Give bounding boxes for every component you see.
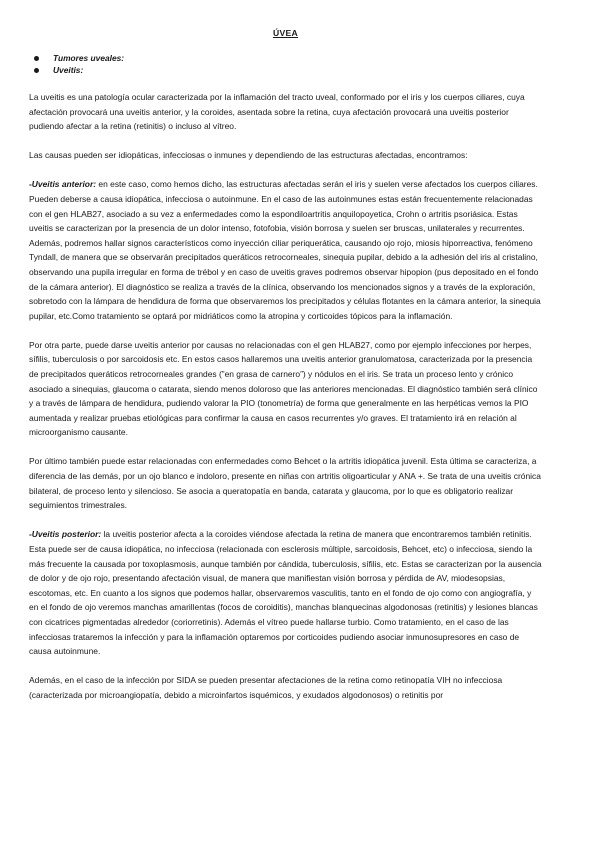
paragraph-intro xyxy=(29,90,542,134)
topic-list xyxy=(29,52,542,76)
paragraph-text: en este caso, como hemos dicho, las estructuras afectadas serán el iris y suelen verse afectados los cuerpos ciliares. Pueden deberse a causa idiopática, infecciosa o autoinmune. En el caso de las autoinmunes estas están frecuentemente relacionadas con el gen HLAB27, asociado a su vez a enfermedades como la espondiloartritis anquilopoyetica, Crohn o artritis psoriásica. Estas uveitis se caracterizan por la presencia de un dolor intenso, fotofobia, visión borrosa y suelen ser bruscas, unilaterales y recurrentes. Además, podremos hallar signos característicos como inyección ciliar periquerática, causando ojo rojo, miosis hiporreactiva, fenómeno Tyndall, de manera que se observarán precipitados queráticos retrocorneales, sinequia pupilar, debido a la adhesión del iris al cristalino, observando una pupila irregular en forma de trébol y en caso de uveitis graves podremos observar hipopion (pus depositado en el fondo de la cámara anterior). El diagnóstico se realiza a través de la clínica, observando los mencionados signos y a través de la exploración, sobretodo con la lámpara de hendidura de forma que observaremos los precipitados y células flotantes en la cámara anterior, la sinequia pupilar, etc.Como tratamiento se optará por midriáticos como la atropina y corticoides tópicos para la inflamación. xyxy=(29,179,541,321)
paragraph-uveitis-posterior xyxy=(29,527,542,658)
paragraph-text: la uveitis posterior afecta a la coroides viéndose afectada la retina de manera que encontraremos también retinitis. Esta puede ser de causa idiopática, no infecciosa (relacionada con esclerosis múltiple, sarcoidosis, Behcet, etc) o infecciosa, siendo la más frecuente la causada por toxoplasmosis, aunque también por cándida, tuberculosis, sífilis, etc. Estas se caracterizan por la ausencia de dolor y de ojo rojo, presentando afectación visual, de manera que manifiestan visión borrosa y pérdida de AV, miodesopsias, escotomas, etc. En cuanto a los signos que podemos hallar, observaremos vasculitis, tanto en el fondo de ojo como con angiografía, y en el fondo de ojo veremos manchas amarillentas (focos de coroiditis), manchas blanquecinas algodonosas (retinitis) y lesiones blancas con cicatrices pigmentadas alrededor (coriorretinis). Además el vítreo puede hallarse turbio. Como tratamiento, en el caso de las infecciosas trataremos la infección y para la inflamación optaremos por corticoides pudiendo asociar inmunosupresores en caso de causa autoinmune. xyxy=(29,529,542,657)
paragraph-causes xyxy=(29,148,542,163)
bullet-icon xyxy=(34,56,39,61)
paragraph-text: Además, en el caso de la infección por SIDA se pueden presentar afectaciones de la retina como retinopatía VIH no infecciosa (caracterizada por microangiopatía, debido a microinfartos isquémicos, y exudados algodonosos) o retinitis por xyxy=(29,675,503,700)
paragraph-text: La uveitis es una patología ocular caracterizada por la inflamación del tracto uveal, conformado por el iris y los cuerpos ciliares, cuya afectación provocará una uveitis anterior, y la coroides, asentada sobre la retina, cuya afectación provocará una uveitis posterior pudiendo afectar a la retina (retinitis) o incluso al vítreo. xyxy=(29,92,525,132)
paragraph-text: Por otra parte, puede darse uveitis anterior por causas no relacionadas con el gen HLAB27, como por ejemplo infecciones por herpes, sífilis, tuberculosis o por sarcoidosis etc. En estos casos hallaremos una uveitis anterior granulomatosa, caracterizada por la presencia de precipitados queráticos retrocorneales grandes (”en grasa de carnero”) y nódulos en el iris. Se trata un proceso lento y crónico asociado a sinequias, glaucoma o catarata, siendo menos doloroso que las anteriores mencionadas. El diagnóstico también será clínico y a través de lámpara de hendidura, pudiendo valorar la PIO (tonometría) de forma que generalmente en las herpéticas vemos la PIO aumentada y realizar pruebas etiológicas para confirmar la causa en casos recurrentes y/o graves. El tratamiento irá en relación al microorganismo causante. xyxy=(29,339,538,438)
list-item xyxy=(29,52,542,64)
paragraph-behcet xyxy=(29,454,542,512)
paragraph-uveitis-anterior xyxy=(29,177,542,323)
paragraph-lead: -Uveitis posterior: xyxy=(29,529,102,540)
list-item xyxy=(29,64,542,76)
paragraph-sida xyxy=(29,673,542,702)
list-item-label: Tumores uveales: xyxy=(53,53,125,63)
bullet-icon xyxy=(34,68,39,73)
paragraph-lead: -Uveitis anterior: xyxy=(29,179,97,190)
paragraph-non-hlab27 xyxy=(29,338,542,440)
list-item-label: Uveitis: xyxy=(53,65,84,75)
paragraph-text: Por último también puede estar relacionadas con enfermedades como Behcet o la artritis idiopática juvenil. Esta última se caracteriza, a diferencia de las demás, por un ojo blanco e indoloro, presente en niñas con artritis oligoarticular y ANA +. Se trata de una uveitis crónica bilateral, de proceso lento y silencioso. Se asocia a queratopatía en banda, catarata y glaucoma, por lo que es obligatorio realizar seguimientos trimestrales. xyxy=(29,456,541,511)
page-title: ÚVEA xyxy=(272,28,299,38)
paragraph-text: Las causas pueden ser idiopáticas, infecciosas o inmunes y dependiendo de las estructuras afectadas, encontramos: xyxy=(29,150,468,161)
